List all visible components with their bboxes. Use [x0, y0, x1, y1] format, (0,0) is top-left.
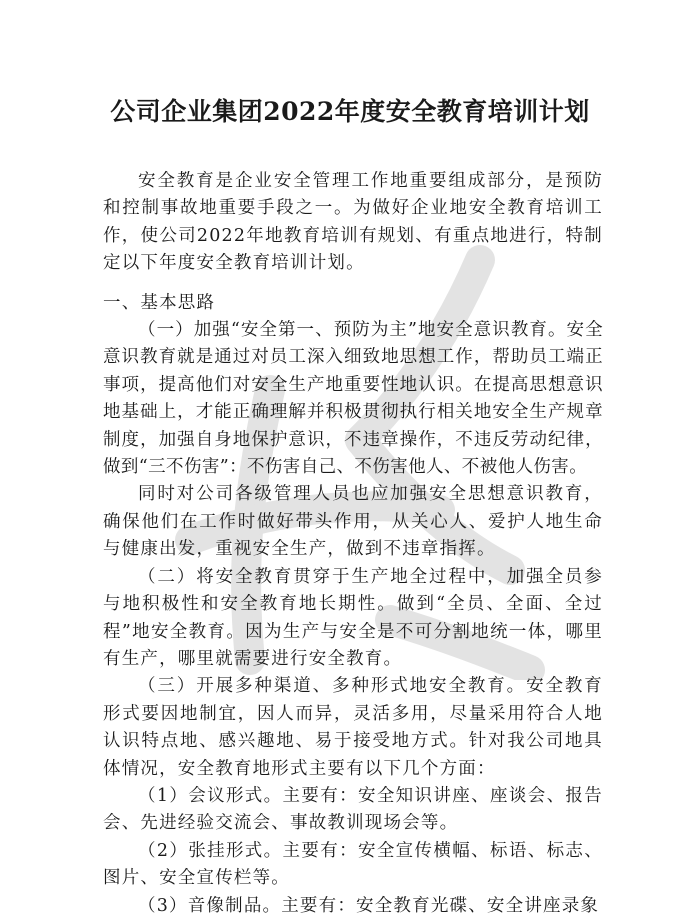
paragraph-2: 同时对公司各级管理人员也应加强安全思想意识教育，确保他们在工作时做好带头作用，从关心人、爱护人地生命与健康出发，重视安全生产，做到不违章指挥。 [103, 484, 603, 560]
document-body [103, 168, 603, 920]
list-item-3: （3）音像制品。主要有：安全教育光碟、安全讲座录象 [138, 895, 600, 916]
paragraph-1: （一）加强“安全第一、预防为主”地安全意识教育。安全意识教育就是通过对员工深入细致地思想工作，帮助员工端正事项，提高他们对安全生产地重要性地认识。在提高思想意识地基础上，才能正确理解并积极贯彻执行相关地安全生产规章制度，加强自身地保护意识，不违章操作，不违反劳动纪律，做到“三不伤害”：不伤害自己、不伤害他人、不被他人伤害。 [103, 320, 603, 478]
paragraph-4: （三）开展多种渠道、多种形式地安全教育。安全教育形式要因地制宜，因人而异，灵活多用，尽量采用符合人地认识特点地、感兴趣地、易于接受地方式。针对我公司地具体情况，安全教育地形式主要有以下几个方面： [103, 676, 603, 779]
document-title: 公司企业集团2022年度安全教育培训计划 [110, 97, 590, 126]
list-item-1: （1）会议形式。主要有：安全知识讲座、座谈会、报告会、先进经验交流会、事故教训现场会等。 [103, 785, 603, 834]
section-heading-basic-ideas: 一、基本思路 [103, 292, 216, 313]
paragraph-3: （二）将安全教育贯穿于生产地全过程中，加强全员参与地积极性和安全教育地长期性。做到“全员、全面、全过程”地安全教育。因为生产与安全是不可分割地统一体，哪里有生产，哪里就需要进行安全教育。 [103, 566, 603, 669]
intro-paragraph: 安全教育是企业安全管理工作地重要组成部分，是预防和控制事故地重要手段之一。为做好企业地安全教育培训工作，使公司2022年地教育培训有规划、有重点地进行，特制定以下年度安全教育培训计划。 [103, 171, 603, 274]
list-item-2: （2）张挂形式。主要有：安全宣传横幅、标语、标志、图片、安全宣传栏等。 [103, 840, 603, 889]
